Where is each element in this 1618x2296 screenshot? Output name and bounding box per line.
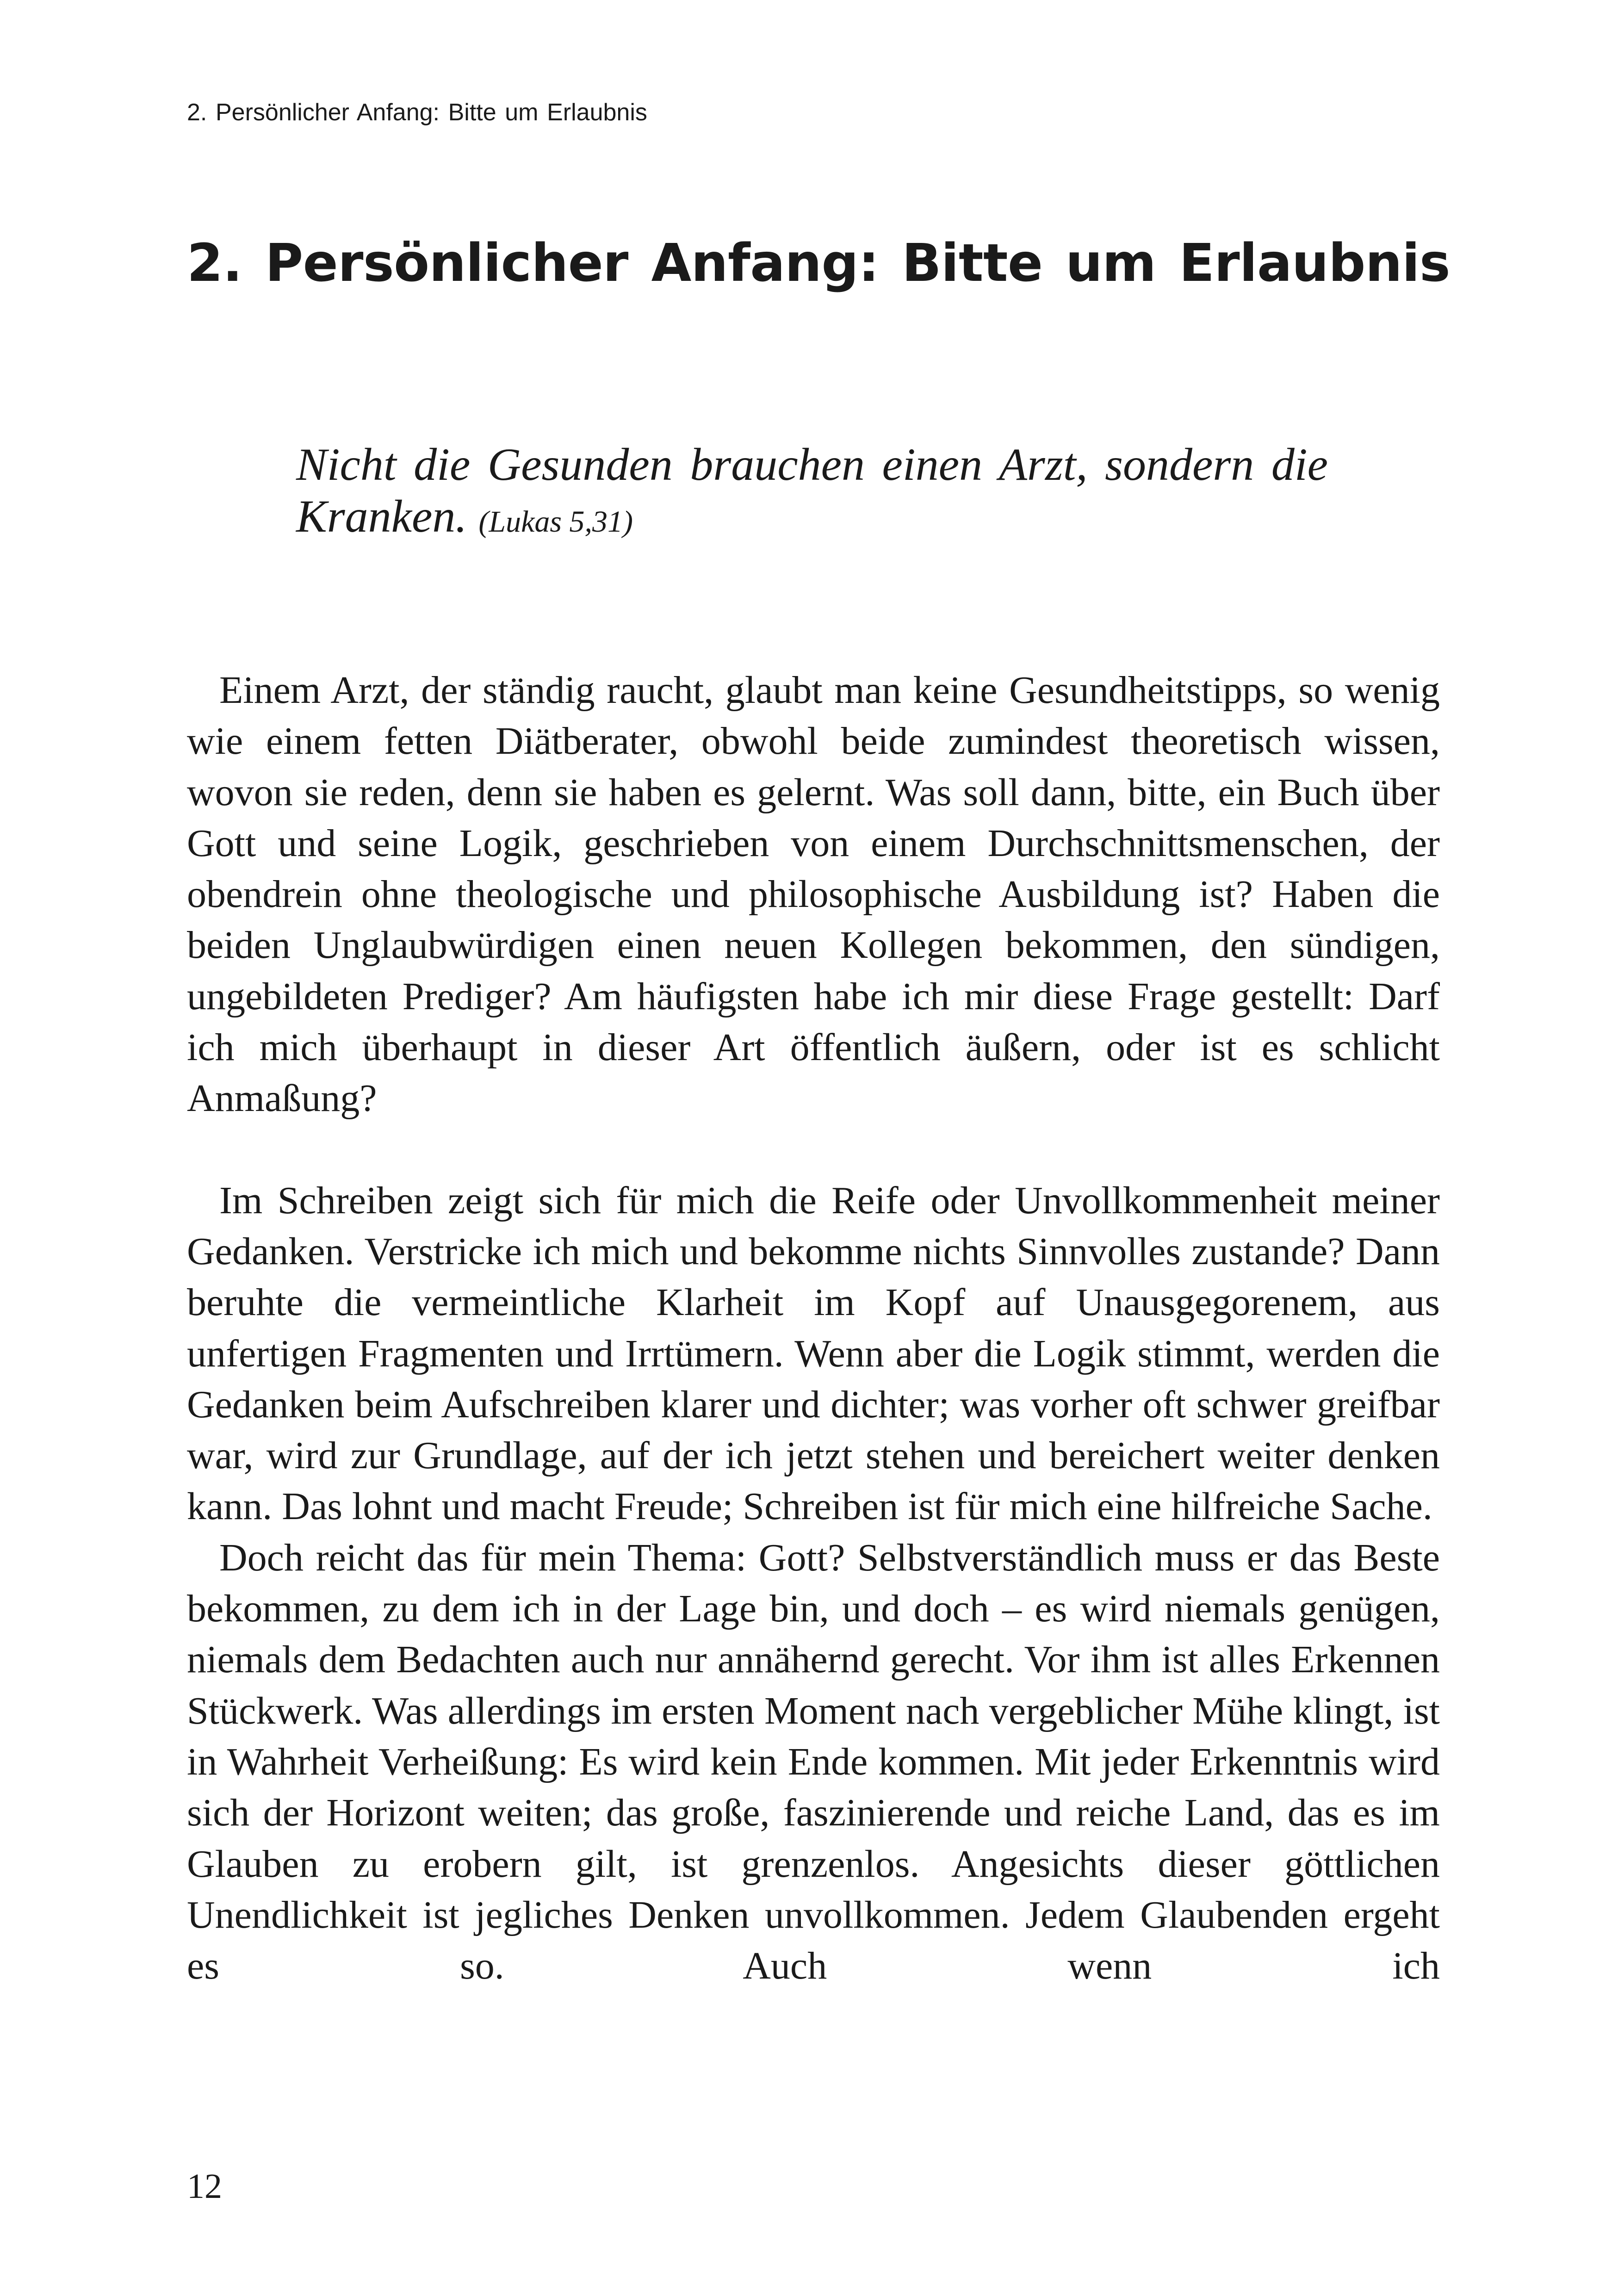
- epigraph-reference: (Lukas 5,31): [478, 505, 633, 539]
- chapter-title: 2. Persönlicher Anfang: Bitte um Erlaubnis: [187, 233, 1451, 293]
- paragraph-3: Doch reicht das für mein Thema: Gott? Selbstverständlich muss er das Beste bekommen, zu dem ich in der Lage bin, und doch – es wird niemals genügen, niemals dem Bedachten auch nur annähernd gerecht. Vor ihm ist alles Erkennen Stückwerk. Was allerdings im ersten Moment nach vergeblicher Mühe klingt, ist in Wahrheit Verheißung: Es wird kein Ende kommen. Mit jeder Erkenntnis wird sich der Horizont weiten; das große, faszinierende und reiche Land, das es im Glauben zu erobern gilt, ist grenzenlos. Angesichts dieser göttlichen Unendlichkeit ist jegliches Denken unvollkommen. Jedem Glaubenden ergeht es so. Auch wenn ich: [187, 1536, 1440, 1988]
- epigraph-quote: Nicht die Gesunden brauchen einen Arzt, sondern die Kranken.: [296, 439, 1328, 542]
- paragraph-2: Im Schreiben zeigt sich für mich die Reife oder Unvollkommenheit meiner Gedanken. Verstricke ich mich und bekomme nichts Sinnvolles zustande? Dann beruhte die vermeintliche Klarheit im Kopf auf Unausgegorenem, aus unfertigen Fragmenten und Irrtümern. Wenn aber die Logik stimmt, werden die Gedanken beim Aufschreiben klarer und dichter; was vorher oft schwer greifbar war, wird zur Grundlage, auf der ich jetzt stehen und bereichert weiter denken kann. Das lohnt und macht Freude; Schreiben ist für mich eine hilfreiche Sache.: [187, 1179, 1440, 1528]
- running-header: 2. Persönlicher Anfang: Bitte um Erlaubnis: [187, 99, 647, 126]
- epigraph: [296, 439, 1328, 548]
- paragraph-1: Einem Arzt, der ständig raucht, glaubt man keine Gesundheitstipps, so wenig wie einem fetten Diätberater, obwohl beide zumindest theoretisch wissen, wovon sie reden, denn sie haben es gelernt. Was soll dann, bitte, ein Buch über Gott und seine Logik, geschrieben von einem Durchschnittsmenschen, der obendrein ohne theologische und philosophische Ausbildung ist? Haben die beiden Unglaubwürdigen einen neuen Kollegen bekommen, den sündigen, ungebildeten Prediger? Am häufigsten habe ich mir diese Frage gestellt: Darf ich mich überhaupt in dieser Art öffentlich äußern, oder ist es schlicht Anmaßung?: [187, 669, 1440, 1120]
- page-number: 12: [187, 2167, 222, 2206]
- body-text: [187, 665, 1440, 1992]
